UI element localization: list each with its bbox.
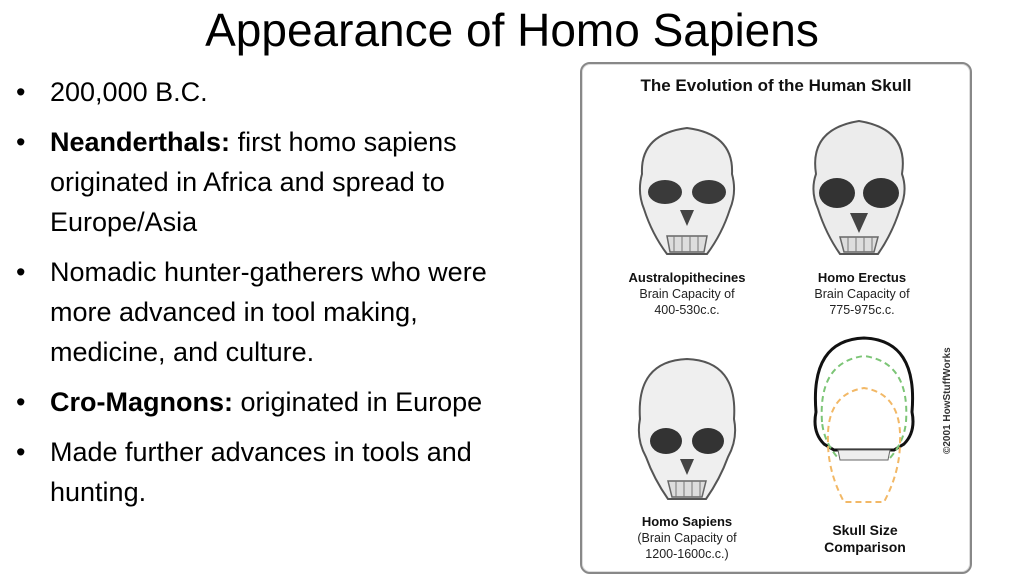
australopithecines-caption: [602, 270, 772, 318]
bullet-text: 200,000 B.C.: [50, 77, 208, 107]
homo-sapiens-skull-icon: [622, 349, 752, 509]
bullet-text: originated in Europe: [232, 387, 483, 417]
caption-name: Australopithecines: [628, 270, 746, 285]
bullet-item: [10, 252, 530, 372]
bullet-bold: Neanderthals:: [50, 127, 231, 157]
caption-name: Homo Erectus: [817, 270, 907, 285]
bullet-text: first homo sapiens originated in Africa and spread to Europe/Asia: [50, 127, 457, 237]
skull-evolution-figure: [580, 62, 972, 574]
skull-size-comparison-caption: [790, 522, 940, 556]
caption-name: Skull Size: [832, 522, 898, 538]
caption-name: Comparison: [824, 539, 906, 555]
bullet-item: [10, 122, 530, 242]
australopithecine-skull-icon: [622, 114, 752, 264]
skull-comparison-outline-icon: [804, 332, 924, 512]
caption-line: (Brain Capacity of: [637, 531, 737, 545]
caption-name: Homo Sapiens: [641, 514, 733, 529]
slide-title: Appearance of Homo Sapiens: [205, 4, 819, 56]
caption-line: Brain Capacity of: [814, 287, 910, 301]
bullet-text: Made further advances in tools and hunting.: [50, 437, 472, 507]
bullet-bold: Cro-Magnons:: [50, 387, 233, 417]
caption-line: 1200-1600c.c.): [645, 547, 729, 561]
bullet-text: Nomadic hunter-gatherers who were more advanced in tool making, medicine, and culture.: [50, 257, 487, 367]
bullet-item: [10, 382, 530, 422]
bullet-item: [10, 432, 530, 512]
caption-line: 775-975c.c.: [829, 303, 895, 317]
caption-line: 400-530c.c.: [654, 303, 720, 317]
caption-line: Brain Capacity of: [639, 287, 735, 301]
bullet-item: [10, 72, 530, 112]
figure-title: The Evolution of the Human Skull: [640, 76, 912, 95]
homo-erectus-caption: [782, 270, 942, 318]
copyright-notice: ©2001 HowStuffWorks: [942, 347, 953, 454]
bullet-list: [10, 72, 530, 522]
homo-erectus-skull-icon: [794, 109, 924, 264]
homo-sapiens-caption: [612, 514, 762, 562]
